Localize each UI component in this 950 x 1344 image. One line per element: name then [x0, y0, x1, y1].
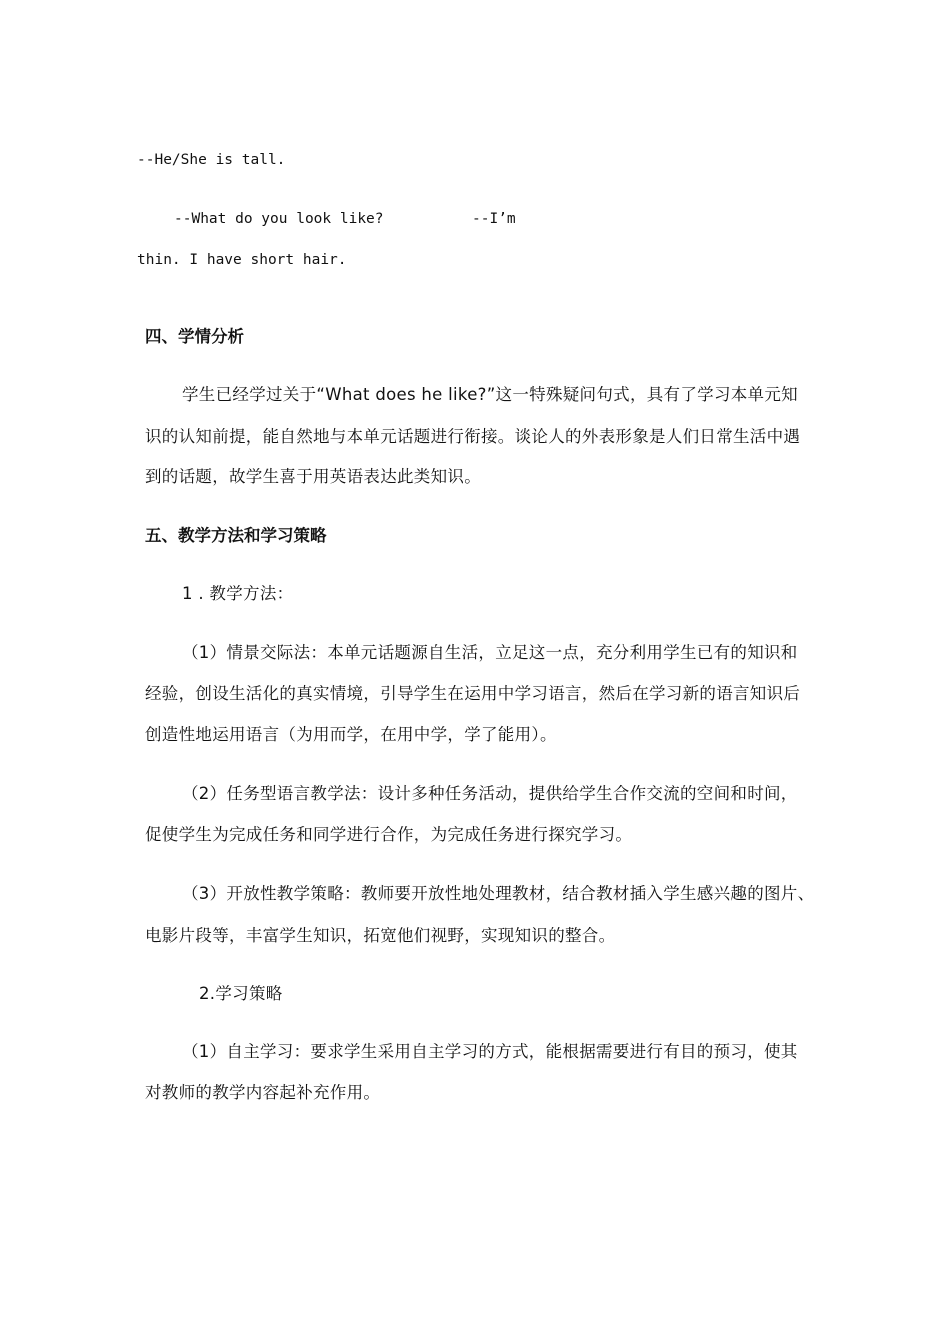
paragraph-line: 到的话题，故学生喜于用英语表达此类知识。 — [145, 467, 481, 486]
paragraph-line: 促使学生为完成任务和同学进行合作，为完成任务进行探究学习。 — [145, 825, 633, 844]
subheading-learning-strategies: 2.学习策略 — [199, 984, 283, 1003]
paragraph-line: 经验，创设生活化的真实情境，引导学生在运用中学习语言，然后在学习新的语言知识后 — [145, 684, 801, 703]
paragraph-line: （1）自主学习：要求学生采用自主学习的方式，能根据需要进行有目的预习，使其 — [182, 1042, 798, 1061]
dialogue-line-1: --He/She is tall. — [137, 152, 286, 168]
dialogue-line-3: thin. I have short hair. — [137, 252, 347, 268]
paragraph-line: 电影片段等，丰富学生知识，拓宽他们视野，实现知识的整合。 — [145, 926, 616, 945]
paragraph-line: （2）任务型语言教学法：设计多种任务活动，提供给学生合作交流的空间和时间， — [182, 784, 798, 803]
paragraph-line: 创造性地运用语言（为用而学，在用中学，学了能用）。 — [145, 725, 557, 744]
subheading-teaching-methods: 1 . 教学方法： — [182, 584, 294, 603]
paragraph-line: 学生已经学过关于“What does he like?”这一特殊疑问句式，具有了学习本单元知 — [182, 385, 798, 404]
section-heading-teaching-methods: 五、教学方法和学习策略 — [145, 526, 327, 545]
dialogue-line-2-question: --What do you look like? — [174, 211, 384, 227]
dialogue-line-2-answer: --I’m — [472, 211, 516, 227]
paragraph-line: 对教师的教学内容起补充作用。 — [145, 1083, 381, 1102]
paragraph-line: 识的认知前提，能自然地与本单元话题进行衔接。谈论人的外表形象是人们日常生活中遇 — [145, 427, 801, 446]
paragraph-line: （1）情景交际法：本单元话题源自生活，立足这一点，充分利用学生已有的知识和 — [182, 643, 798, 662]
paragraph-line: （3）开放性教学策略：教师要开放性地处理教材，结合教材插入学生感兴趣的图片、 — [182, 884, 815, 903]
section-heading-learner-analysis: 四、学情分析 — [145, 327, 244, 346]
